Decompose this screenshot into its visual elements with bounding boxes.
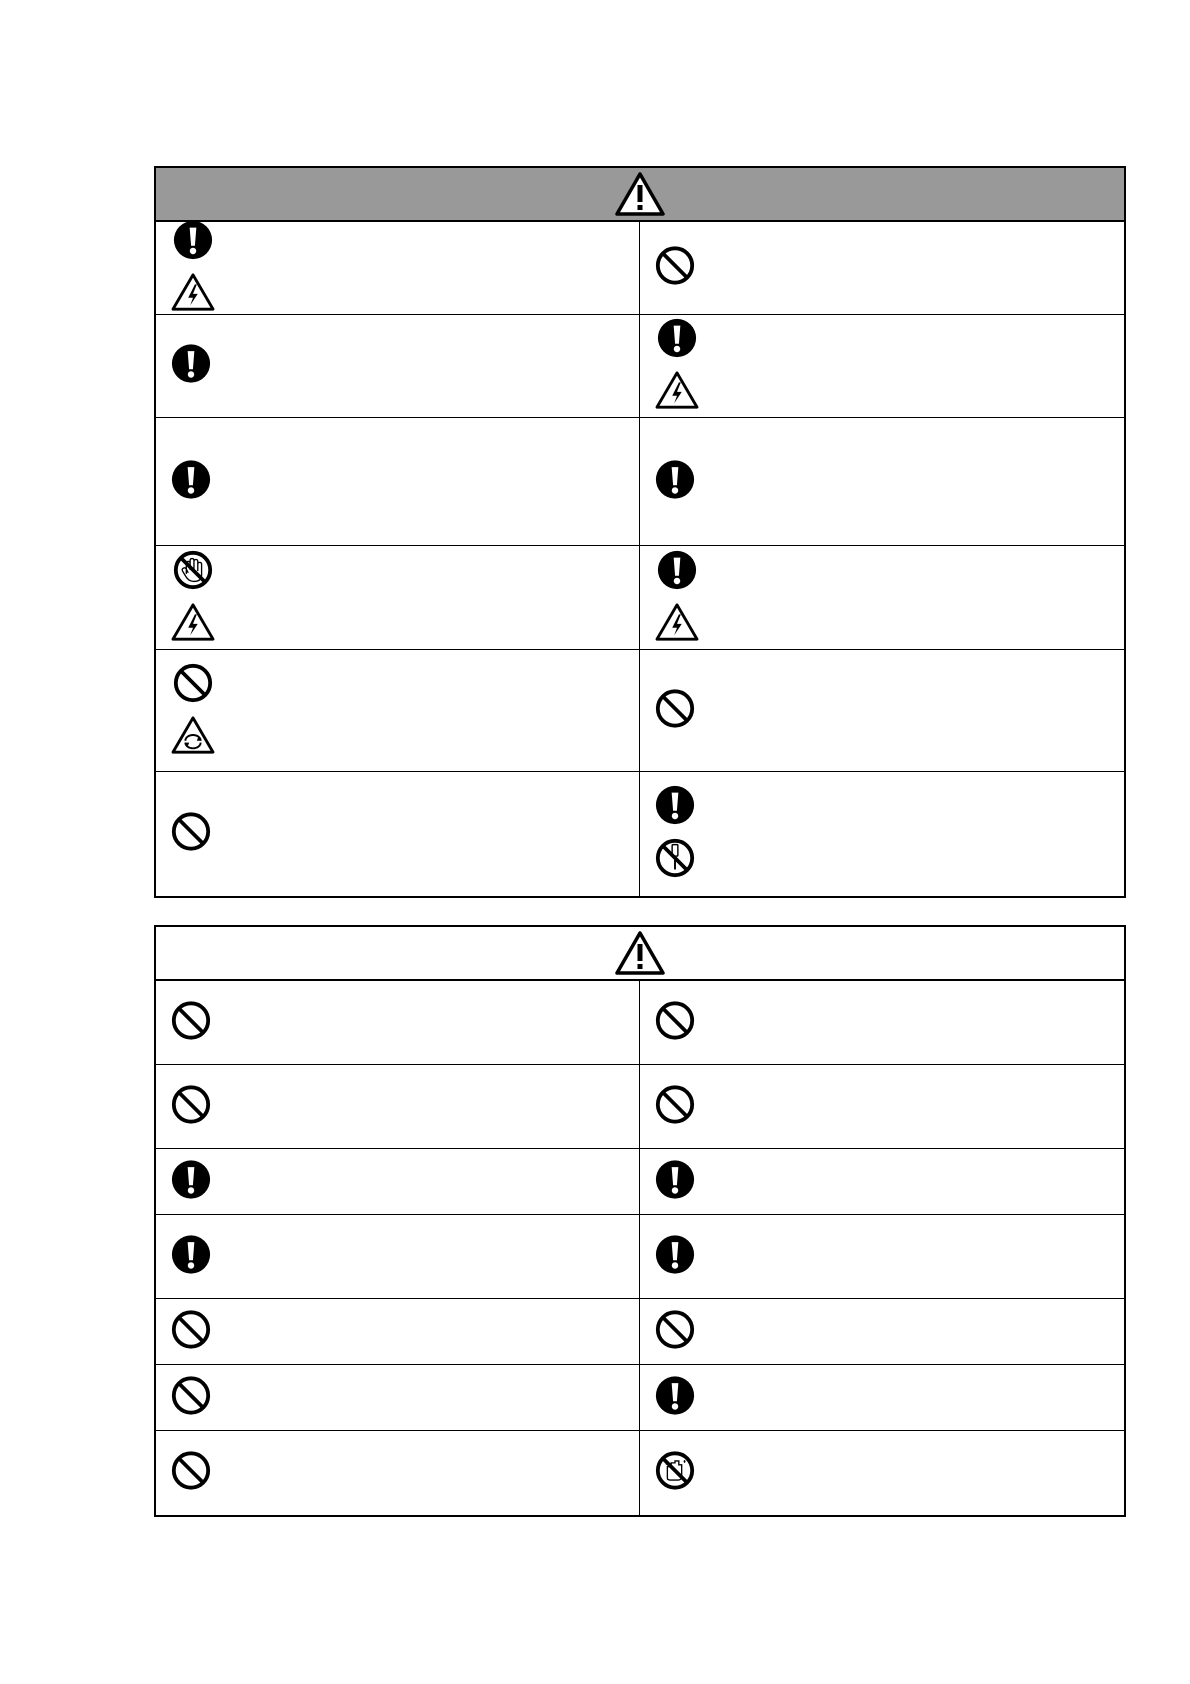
prohibition-circle-icon <box>170 811 212 858</box>
exclamation-circle-icon <box>654 1233 696 1280</box>
prohibition-circle-icon <box>654 687 696 734</box>
exclamation-circle-icon <box>654 784 696 831</box>
exclamation-circle-icon <box>654 1374 696 1421</box>
rotation-caution-triangle-icon <box>170 715 216 760</box>
prohibition-circle-icon <box>170 1308 212 1355</box>
table-cell <box>156 1299 640 1364</box>
prohibition-circle-icon <box>170 1450 212 1497</box>
table-cell <box>640 1215 1124 1298</box>
table-cell <box>156 650 640 771</box>
table-row <box>156 315 1124 418</box>
electric-shock-triangle-icon <box>170 602 216 647</box>
table-row <box>156 1149 1124 1215</box>
warning-table-header <box>156 168 1124 222</box>
exclamation-circle-icon <box>656 317 698 364</box>
no-disassembly-icon <box>654 837 696 884</box>
table-cell <box>640 1431 1124 1515</box>
prohibition-circle-icon <box>172 662 214 709</box>
table-cell <box>640 222 1124 314</box>
warning-triangle-icon <box>614 171 666 217</box>
electric-shock-triangle-icon <box>170 272 216 317</box>
table-row <box>156 981 1124 1065</box>
table-cell <box>156 1215 640 1298</box>
prohibition-circle-icon <box>654 999 696 1046</box>
table-cell <box>156 1431 640 1515</box>
table-cell <box>156 772 640 896</box>
table-cell <box>156 222 640 314</box>
table-cell <box>156 1365 640 1430</box>
warning-table <box>154 166 1126 898</box>
table-row <box>156 222 1124 315</box>
table-cell <box>640 315 1124 417</box>
exclamation-circle-icon <box>170 343 212 390</box>
table-cell <box>640 418 1124 545</box>
no-touch-hand-icon <box>172 549 214 596</box>
table-cell <box>640 1299 1124 1364</box>
caution-table-header <box>156 927 1124 981</box>
table-row <box>156 418 1124 546</box>
table-cell <box>640 1065 1124 1148</box>
table-row <box>156 1365 1124 1431</box>
no-wet-hands-icon <box>654 1450 696 1497</box>
prohibition-circle-icon <box>654 1083 696 1130</box>
table-cell <box>156 1149 640 1214</box>
table-cell <box>156 418 640 545</box>
table-cell <box>156 981 640 1064</box>
exclamation-circle-icon <box>654 1158 696 1205</box>
warning-triangle-icon <box>614 930 666 976</box>
table-cell <box>156 546 640 649</box>
prohibition-circle-icon <box>654 245 696 292</box>
exclamation-circle-icon <box>654 458 696 505</box>
exclamation-circle-icon <box>656 549 698 596</box>
table-cell <box>640 546 1124 649</box>
exclamation-circle-icon <box>170 1158 212 1205</box>
prohibition-circle-icon <box>170 1083 212 1130</box>
prohibition-circle-icon <box>170 999 212 1046</box>
table-row <box>156 650 1124 772</box>
table-cell <box>156 1065 640 1148</box>
table-cell <box>640 981 1124 1064</box>
table-cell <box>640 1149 1124 1214</box>
table-row <box>156 772 1124 896</box>
exclamation-circle-icon <box>172 219 214 266</box>
prohibition-circle-icon <box>170 1374 212 1421</box>
electric-shock-triangle-icon <box>654 602 700 647</box>
table-cell <box>640 650 1124 771</box>
table-row <box>156 1431 1124 1515</box>
caution-table <box>154 925 1126 1517</box>
table-row <box>156 546 1124 650</box>
table-row <box>156 1065 1124 1149</box>
table-cell <box>640 1365 1124 1430</box>
table-row <box>156 1215 1124 1299</box>
table-cell <box>640 772 1124 896</box>
electric-shock-triangle-icon <box>654 370 700 415</box>
exclamation-circle-icon <box>170 1233 212 1280</box>
table-cell <box>156 315 640 417</box>
table-row <box>156 1299 1124 1365</box>
prohibition-circle-icon <box>654 1308 696 1355</box>
exclamation-circle-icon <box>170 458 212 505</box>
